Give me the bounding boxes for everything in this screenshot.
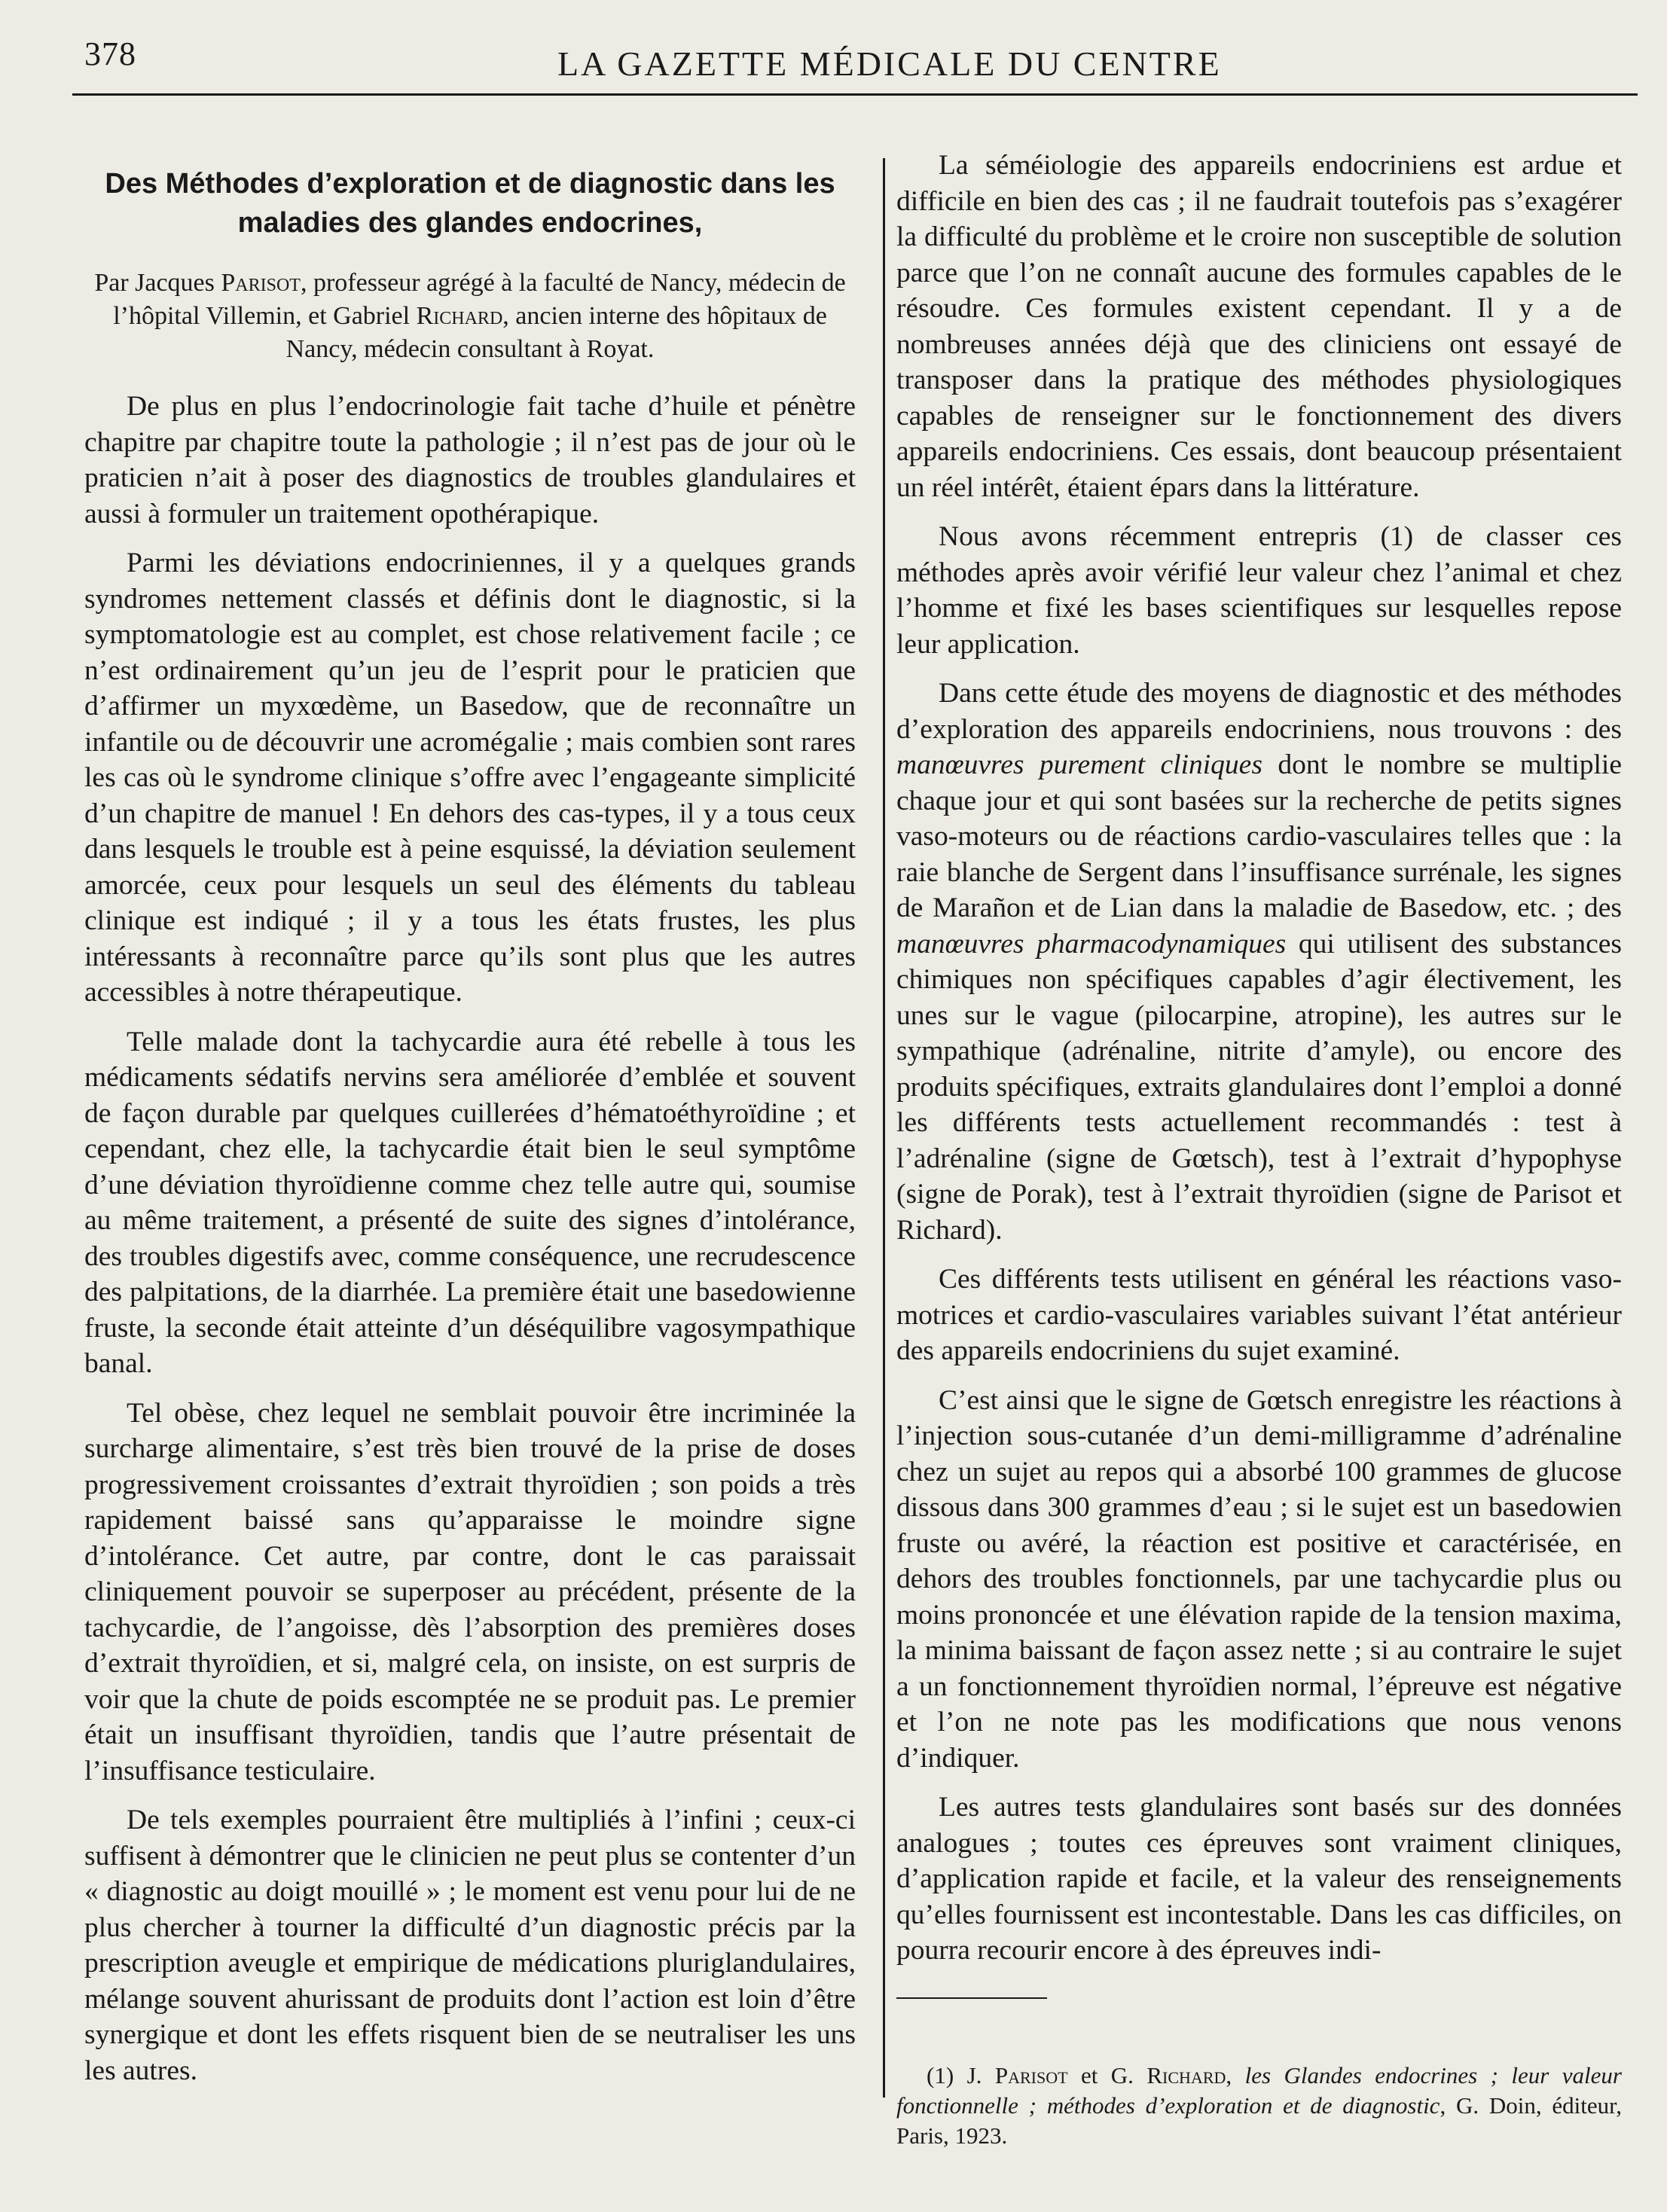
- paragraph: Nous avons récemment entrepris (1) de classer ces méthodes après avoir vérifié leur valeur chez l’animal et chez l’homme et fixé les bases scientifiques sur lesquelles repose leur application.: [896, 521, 1622, 660]
- paragraph: C’est ainsi que le signe de Gœtsch enregistre les réactions à l’injection sous-cutanée d’un demi-milligramme d’adrénaline chez un sujet au repos qui a absorbé 100 grammes de glucose dissous dans 300 grammes d’eau ; si le sujet est un basedowien fruste ou avéré, la réaction est positive et caractérisée, en dehors des troubles fonctionnels, par une tachycardie plus ou moins prononcée et une élévation rapide de la tension maxima, la minima baissant de façon assez nette ; si au contraire le sujet a un fonctionnement thyroïdien normal, l’épreuve est négative et l’on ne note pas les modifications que nous venons d’indiquer.: [896, 1384, 1622, 1774]
- paragraph: Parmi les déviations endocriniennes, il y a quelques grands syndromes nettement classés et définis dont le diagnostic, si la symptomatologie est au complet, est chose relativement facile ; ce n’est ordinairement qu’un jeu de l’esprit pour le praticien que d’affirmer un myxœdème, un Basedow, que de reconnaître un infantile ou de découvrir une acromégalie ; mais combien sont rares les cas où le syndrome clinique s’offre avec l’engageante simplicité d’un chapitre de manuel ! En dehors des cas-types, il y a tous ceux dans lesquels le trouble est à peine esquissé, la déviation seulement amorcée, ceux pour lesquels un seul des éléments du tableau clinique est indiqué ; il y a tous les états frustes, les plus intéressants à reconnaître parce qu’ils sont plus que les autres accessibles à notre thérapeutique.: [84, 548, 856, 1008]
- byline-prefix: Par Jacques: [94, 269, 221, 297]
- footnote: [896, 2061, 1622, 2151]
- paragraph: Tel obèse, chez lequel ne semblait pouvoir être incriminée la surcharge alimentaire, s’est très bien trouvé de la prise de doses progressivement croissantes d’extrait thyroïdien ; son poids a très rapidement baissé sans qu’apparaisse le moindre signe d’intolérance. Cet autre, par contre, dont le cas paraissait cliniquement pouvoir se superposer au précédent, présente de la tachycardie, de l’angoisse, dès l’absorption des premières doses d’extrait thyroïdien, et si, malgré cela, on insiste, on est surpris de voir que la chute de poids escomptée ne se produit pas. Le premier était un insuffisant thyroïdien, tandis que l’autre présentait de l’insuffisance testiculaire.: [84, 1397, 856, 1786]
- footnote-comma: ,: [1226, 2062, 1245, 2088]
- emphasis: manœuvres purement cliniques: [896, 749, 1262, 780]
- footnote-book-title: les Glandes endocrines ; leur valeur fonctionnelle ; méthodes d’exploration et de diagnostic: [896, 2062, 1622, 2119]
- footnote-publisher: , G. Doin, éditeur, Paris, 1923.: [896, 2092, 1622, 2149]
- journal-title: LA GAZETTE MÉDICALE DU CENTRE: [557, 44, 1222, 83]
- paragraph: La séméiologie des appareils endocriniens est ardue et difficile en bien des cas ; il ne faudrait toutefois pas s’exagérer la difficulté du problème et le croire non susceptible de solution parce que l’on ne connaît aucune des formules capables de le résoudre. Ces formules existent cependant. Il y a de nombreuses années déjà que des cliniciens ont essayé de transposer dans la pratique des méthodes physiologiques capables de renseigner sur le fonctionnement des divers appareils endocriniens. Ces essais, dont beaucoup présentaient un réel intérêt, étaient épars dans la littérature.: [896, 150, 1622, 503]
- paragraph: [896, 676, 1622, 1248]
- emphasis: manœuvres pharmacodynamiques: [896, 928, 1287, 960]
- right-column: [896, 148, 1622, 1982]
- paragraph-text: Dans cette étude des moyens de diagnostic et des méthodes d’exploration des appareils endocriniens, nous trouvons : des: [896, 678, 1622, 745]
- header-rule: [72, 93, 1638, 96]
- footnote-joiner: et G.: [1067, 2062, 1147, 2088]
- paragraph-text: qui utilisent des substances chimiques non spécifiques capables d’agir électivement, les unes sur le vague (pilocarpine, atropine), les autres sur le sympathique (adrénaline, nitrite d’amyle), ou encore des produits spécifiques, extraits glandulaires dont l’emploi a donné les différents tests actuellement recommandés : test à l’adrénaline (signe de Gœtsch), test à l’extrait d’hypophyse (signe de Porak), test à l’extrait thyroïdien (signe de Parisot et Richard).: [896, 928, 1622, 1246]
- paragraph: Les autres tests glandulaires sont basés sur des données analogues ; toutes ces épreuves sont vraiment cliniques, d’application rapide et facile, et la valeur des renseignements qu’elles fournissent est incontestable. Dans les cas difficiles, on pourra recourir encore à des épreuves indi-: [896, 1792, 1622, 1966]
- paragraph: Telle malade dont la tachycardie aura été rebelle à tous les médicaments sédatifs nervins sera améliorée d’emblée et souvent de façon durable par quelques cuillerées d’hématoéthyroïdine ; et cependant, chez elle, la tachycardie était bien le seul symptôme d’une déviation thyroïdienne comme chez telle autre qui, soumise au même traitement, a présenté de suite des signes d’intolérance, des troubles digestifs avec, comme conséquence, une recrudescence des palpitations, de la diarrhée. La première était une basedowienne fruste, la seconde était atteinte d’un déséquilibre vagosympathique banal.: [84, 1026, 856, 1379]
- paragraph: Ces différents tests utilisent en général les réactions vaso-motrices et cardio-vasculaires variables suivant l’état antérieur des appareils endocriniens du sujet examiné.: [896, 1264, 1622, 1366]
- page-number: 378: [84, 35, 136, 72]
- byline-suffix: , ancien interne des hôpitaux de Nancy, médecin consultant à Royat.: [285, 302, 827, 363]
- byline-middle: , professeur agrégé à la faculté de Nancy, médecin de l’hôpital Villemin, et Gabriel: [113, 269, 846, 330]
- paragraph: De plus en plus l’endocrinologie fait tache d’huile et pénètre chapitre par chapitre toute la pathologie ; il n’est pas de jour où le praticien n’ait à poser des diagnostics de troubles glandulaires et aussi à formuler un traitement opothérapique.: [84, 391, 856, 529]
- paragraph-text: dont le nombre se multiplie chaque jour et qui sont basées sur la recherche de petits signes vaso-moteurs ou de réactions cardio-vasculaires telles que : la raie blanche de Sergent dans l’insuffisance surrénale, les signes de Marañon et de Lian dans la maladie de Basedow, etc. ; des: [896, 749, 1622, 923]
- footnote-author2: Richard: [1146, 2062, 1226, 2088]
- column-divider: [883, 158, 885, 2098]
- author1-surname: Parisot: [221, 269, 301, 297]
- footnote-author1: Parisot: [994, 2062, 1068, 2088]
- paragraph: De tels exemples pourraient être multipliés à l’infini ; ceux-ci suffisent à démontrer que le clinicien ne peut plus se contenter d’un « diagnostic au doigt mouillé » ; le moment est venu pour lui de ne plus chercher à tourner la difficulté d’un diagnostic précis par la prescription aveugle et empirique de médications pluriglandulaires, mélange souvent ahurissant de produits dont l’action est loin d’être synergique et dont les effets risquent bien de se neutraliser les uns les autres.: [84, 1805, 856, 2086]
- article-title: Des Méthodes d’exploration et de diagnostic dans les maladies des glandes endocrines,: [105, 168, 835, 239]
- footnote-rule: [896, 1997, 1047, 1999]
- author2-surname: Richard: [416, 302, 503, 330]
- footnote-marker: (1) J.: [927, 2062, 995, 2088]
- byline: [92, 267, 848, 366]
- left-column: [84, 151, 856, 2102]
